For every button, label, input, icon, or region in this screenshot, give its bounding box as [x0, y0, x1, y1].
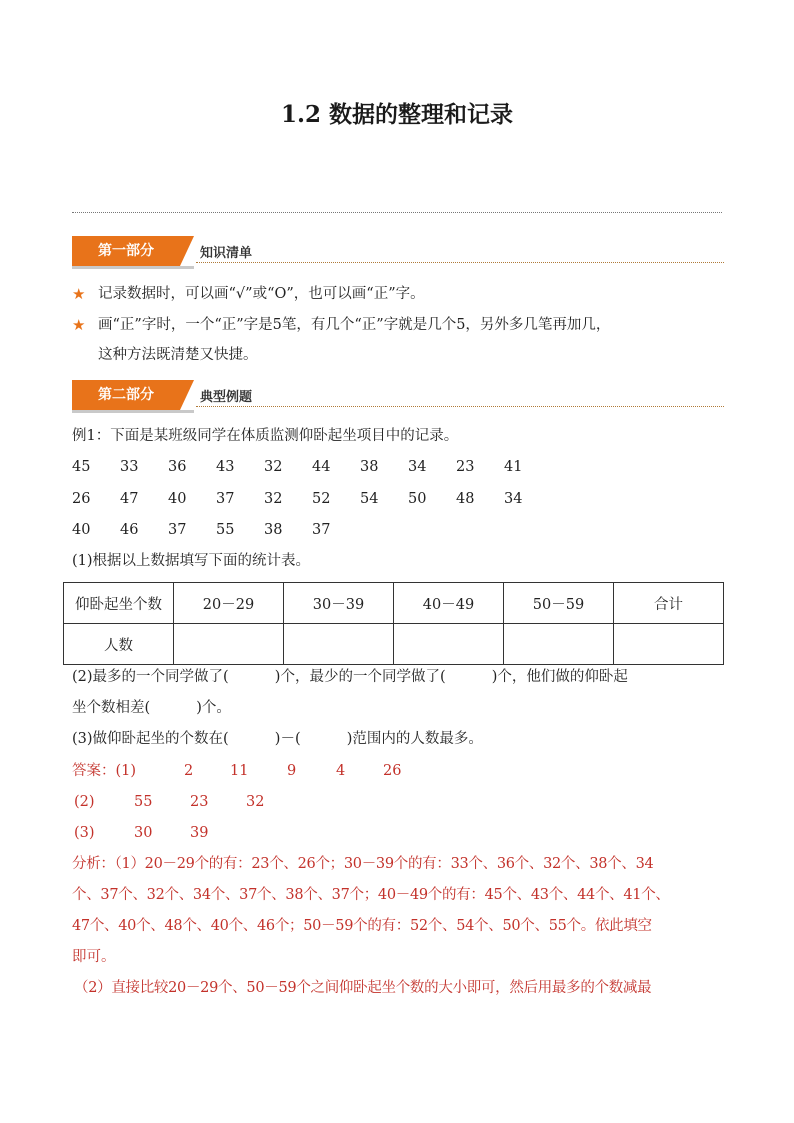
blank-cell[interactable]: [173, 624, 283, 665]
section-tab: 第一部分: [72, 236, 180, 266]
question-2-continued: 坐个数相差( )个。: [72, 700, 231, 716]
page-title: 1.2 数据的整理和记录: [280, 101, 514, 128]
data-row: 26 47 40 37 32 52 54 50 48 34: [72, 491, 523, 507]
table-row: [64, 624, 724, 665]
section-label: 知识清单: [200, 246, 253, 261]
table-row-label: 人数: [64, 624, 174, 665]
table-header-cell: 50－59: [503, 583, 613, 624]
section-tab: 第二部分: [72, 380, 180, 410]
table-header-cell: 30－39: [283, 583, 393, 624]
blank-cell[interactable]: [613, 624, 723, 665]
answer-3: (3) 30 39: [74, 825, 209, 841]
bullet-text: 记录数据时，可以画“√”或“O”，也可以画“正”字。: [98, 286, 425, 302]
section-label: 典型例题: [200, 390, 253, 405]
data-row: 40 46 37 55 38 37: [72, 522, 331, 538]
bullet-text: 画“正”字时，一个“正”字是5笔，有几个“正”字就是几个5，另外多几笔再加几，: [98, 317, 611, 333]
blank-cell[interactable]: [283, 624, 393, 665]
star-icon: ★: [72, 316, 86, 334]
analysis-text: 个、37个、32个、34个、37个、38个、37个；40－49个的有：45个、43个、44个、41个、: [72, 887, 670, 903]
table-header-cell: 40－49: [393, 583, 503, 624]
answer-1: 答案：(1) 2 11 9 4 26: [72, 763, 402, 779]
title-divider: [72, 212, 722, 213]
blank-cell[interactable]: [393, 624, 503, 665]
star-icon: ★: [72, 285, 86, 303]
bullet-text: 这种方法既清楚又快捷。: [98, 347, 258, 363]
statistics-table: [63, 582, 724, 665]
analysis-text: 47个、40个、48个、40个、46个；50－59个的有：52个、54个、50个、55个。依此填空: [72, 918, 652, 934]
data-row: 45 33 36 43 32 44 38 34 23 41: [72, 459, 523, 475]
table-header-cell: 仰卧起坐个数: [64, 583, 174, 624]
section-header-knowledge: [72, 236, 724, 270]
question-1: (1)根据以上数据填写下面的统计表。: [72, 553, 311, 569]
analysis-text: 即可。: [72, 949, 116, 965]
analysis-text: （2）直接比较20－29个、50－59个之间仰卧起坐个数的大小即可，然后用最多的个数减最: [74, 980, 652, 996]
example-intro: 例1：下面是某班级同学在体质监测仰卧起坐项目中的记录。: [72, 428, 459, 444]
blank-cell[interactable]: [503, 624, 613, 665]
table-header-cell: 20－29: [173, 583, 283, 624]
table-header-row: [64, 583, 724, 624]
question-3: (3)做仰卧起坐的个数在( )－( )范围内的人数最多。: [72, 731, 483, 747]
answer-2: (2) 55 23 32: [74, 794, 265, 810]
analysis-text: 分析：（1）20－29个的有：23个、26个；30－39个的有：33个、36个、32个、38个、34: [72, 856, 654, 872]
question-2: (2)最多的一个同学做了( )个，最少的一个同学做了( )个，他们做的仰卧起: [72, 669, 628, 685]
table-header-cell: 合计: [613, 583, 723, 624]
section-header-examples: [72, 380, 724, 414]
